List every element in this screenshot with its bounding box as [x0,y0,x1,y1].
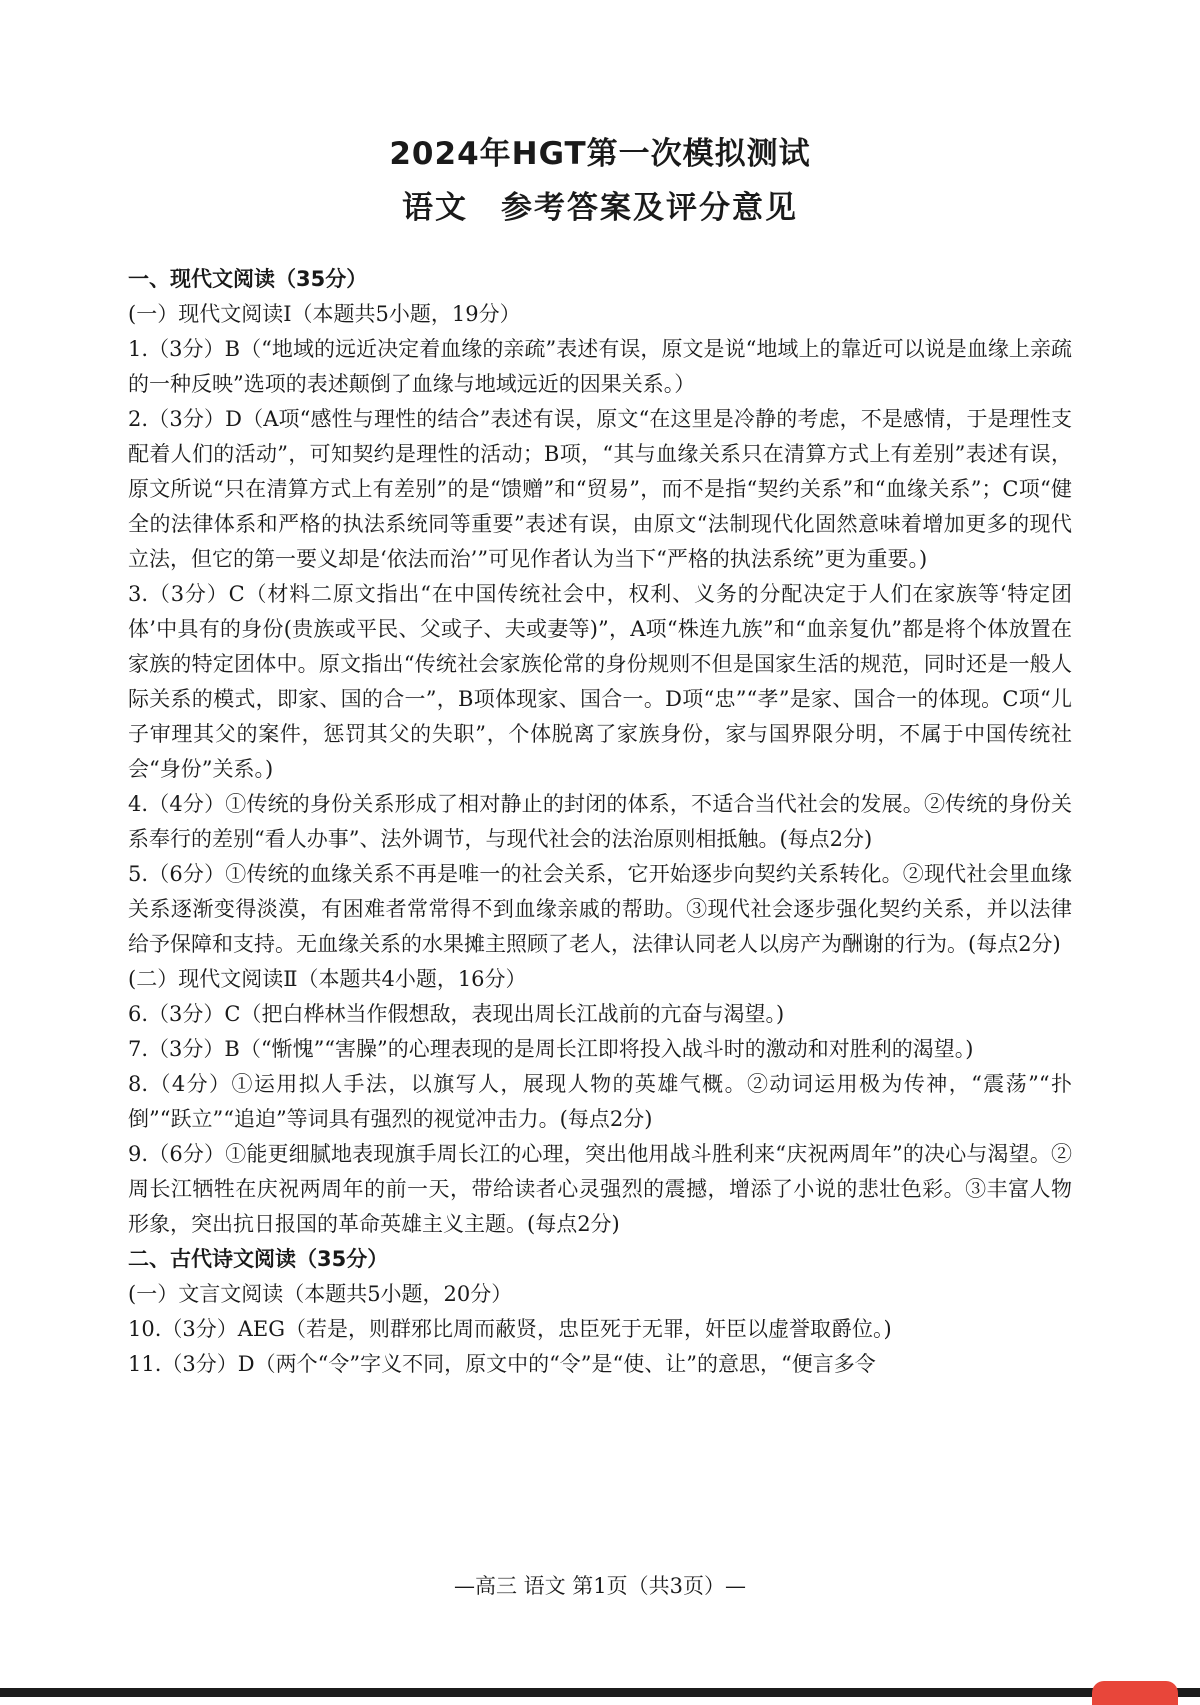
answer-body [128,262,1072,1382]
page-title: 2024年HGT第一次模拟测试 [389,136,811,172]
page-footer: —高三 语文 第1页（共3页）— [453,1574,747,1598]
answer-item: 7.（3分）B（“惭愧”“害臊”的心理表现的是周长江即将投入战斗时的激动和对胜利的渴望。) [128,1037,974,1061]
print-badge[interactable] [1092,1681,1178,1705]
bottom-toolbar [0,1688,1200,1697]
subsection-heading: (一）文言文阅读（本题共5小题，20分） [128,1282,513,1306]
answer-item: 6.（3分）C（把白桦林当作假想敌，表现出周长江战前的亢奋与渴望。) [128,1002,785,1026]
answer-item: 8.（4分）①运用拟人手法，以旗写人，展现人物的英雄气概。②动词运用极为传神，“震荡”“扑倒”“跃立”“追迫”等词具有强烈的视觉冲击力。(每点2分) [128,1072,1072,1131]
section-heading: 一、现代文阅读（35分） [128,267,368,291]
answer-item: 10.（3分）AEG（若是，则群邪比周而蔽贤，忠臣死于无罪，奸臣以虚誉取爵位。) [128,1317,892,1341]
answer-item: 3.（3分）C（材料二原文指出“在中国传统社会中，权利、义务的分配决定于人们在家族等‘特定团体’中具有的身份(贵族或平民、父或子、夫或妻等)”，A项“株连九族”和“血亲复仇”都是将个体放置在家族的特定团体中。原文指出“传统社会家族伦常的身份规则不但是国家生活的规范，同时还是一般人际关系的模式，即家、国的合一”，B项体现家、国合一。D项“忠”“孝”是家、国合一的体现。C项“儿子审理其父的案件，惩罚其父的失职”，个体脱离了家族身份，家与国界限分明，不属于中国传统社会“身份”关系。) [128,582,1072,781]
answer-item: 9.（6分）①能更细腻地表现旗手周长江的心理，突出他用战斗胜利来“庆祝两周年”的决心与渴望。②周长江牺牲在庆祝两周年的前一天，带给读者心灵强烈的震撼，增添了小说的悲壮色彩。③丰富人物形象，突出抗日报国的革命英雄主义主题。(每点2分) [128,1142,1072,1236]
answer-item: 1.（3分）B（“地域的远近决定着血缘的亲疏”表述有误，原文是说“地域上的靠近可以说是血缘上亲疏的一种反映”选项的表述颠倒了血缘与地域远近的因果关系。） [128,337,1072,396]
subsection-heading: (二）现代文阅读Ⅱ（本题共4小题，16分） [128,967,527,991]
subsection-heading: (一）现代文阅读Ⅰ（本题共5小题，19分） [128,302,521,326]
answer-item: 5.（6分）①传统的血缘关系不再是唯一的社会关系，它开始逐步向契约关系转化。②现代社会里血缘关系逐渐变得淡漠，有困难者常常得不到血缘亲戚的帮助。③现代社会逐步强化契约关系，并以法律给予保障和支持。无血缘关系的水果摊主照顾了老人，法律认同老人以房产为酬谢的行为。(每点2分) [128,862,1072,956]
page-subtitle: 语文 参考答案及评分意见 [402,190,798,226]
answer-item: 11.（3分）D（两个“令”字义不同，原文中的“令”是“使、让”的意思，“便言多令 [128,1352,876,1376]
answer-item: 2.（3分）D（A项“感性与理性的结合”表述有误，原文“在这里是冷静的考虑，不是感情，于是理性支配着人们的活动”，可知契约是理性的活动；B项，“其与血缘关系只在清算方式上有差别”表述有误，原文所说“只在清算方式上有差别”的是“馈赠”和“贸易”，而不是指“契约关系”和“血缘关系”；C项“健全的法律体系和严格的执法系统同等重要”表述有误，由原文“法制现代化固然意味着增加更多的现代立法，但它的第一要义却是‘依法而治’”可见作者认为当下“严格的执法系统”更为重要。) [128,407,1072,571]
section-heading: 二、古代诗文阅读（35分） [128,1247,389,1271]
answer-item: 4.（4分）①传统的身份关系形成了相对静止的封闭的体系，不适合当代社会的发展。②传统的身份关系奉行的差别“看人办事”、法外调节，与现代社会的法治原则相抵触。(每点2分) [128,792,1072,851]
